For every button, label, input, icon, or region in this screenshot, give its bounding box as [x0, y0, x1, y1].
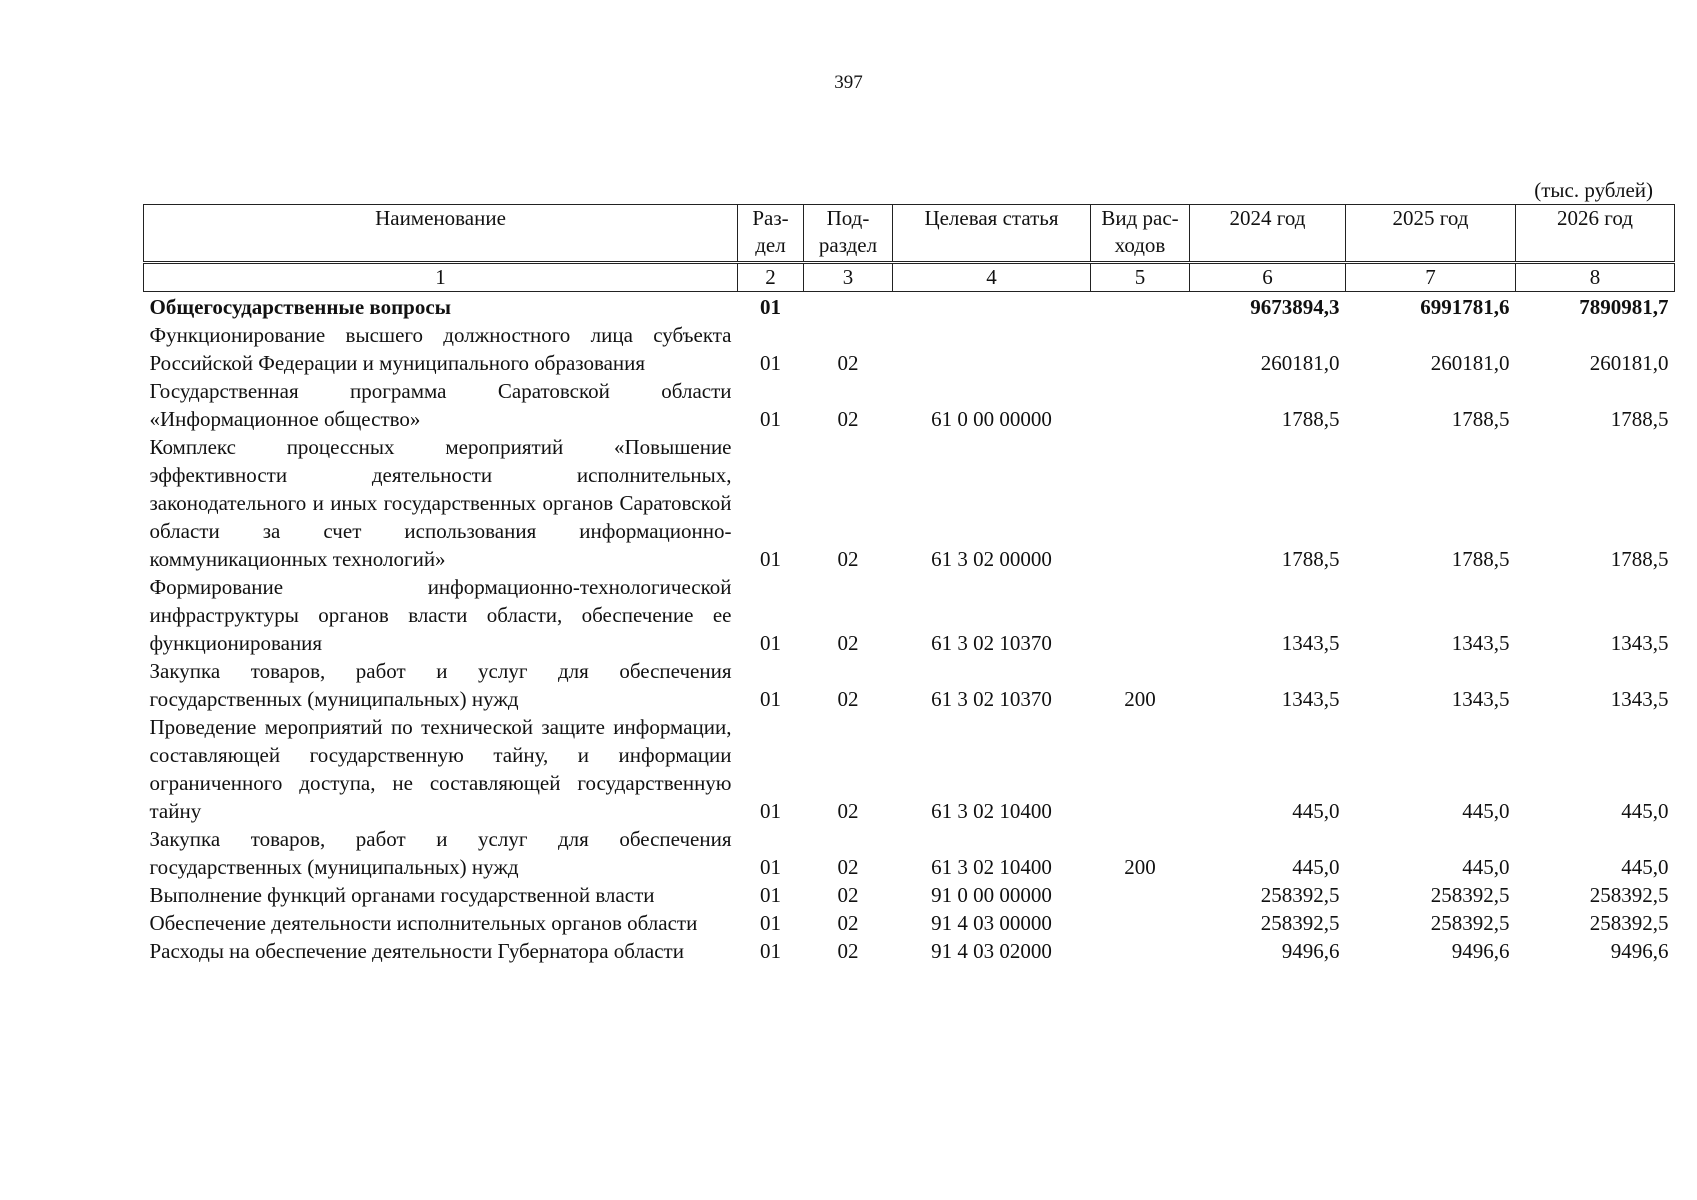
header-2024: 2024 год [1190, 205, 1346, 263]
row-value-2024: 260181,0 [1260, 351, 1340, 375]
row-value-2024: 1788,5 [1281, 407, 1340, 431]
row-celevaya: 61 3 02 10400 [931, 855, 1052, 879]
header-podrazdel: Под- раздел [804, 205, 893, 263]
column-numbers-row [144, 263, 1675, 292]
row-celevaya: 91 0 00 00000 [931, 883, 1052, 907]
row-razdel: 01 [760, 799, 781, 823]
row-razdel: 01 [760, 351, 781, 375]
column-number: 6 [1190, 263, 1346, 292]
header-2025: 2025 год [1346, 205, 1516, 263]
row-value-2024: 1343,5 [1281, 631, 1340, 655]
row-value-2026: 260181,0 [1589, 351, 1669, 375]
table-row [144, 825, 1675, 881]
row-value-2026: 7890981,7 [1579, 295, 1669, 319]
row-vid [1091, 433, 1190, 573]
row-vid [1091, 377, 1190, 433]
row-value-2026: 258392,5 [1589, 883, 1669, 907]
row-celevaya: 61 3 02 10370 [931, 687, 1052, 711]
row-podrazdel [804, 292, 893, 322]
row-razdel: 01 [760, 687, 781, 711]
row-podrazdel: 02 [837, 407, 859, 431]
row-value-2025: 445,0 [1462, 799, 1510, 823]
table-header-row [144, 205, 1675, 263]
table-row [144, 657, 1675, 713]
units-label: (тыс. рублей) [1534, 178, 1653, 202]
row-vid [1091, 713, 1190, 825]
header-razdel: Раз- дел [738, 205, 804, 263]
row-name: Комплекс процессных мероприятий «Повышение эффективности деятельности исполнительных, законодательного и иных государственных органов Саратовской области за счет использования информационно-коммуникационных технологий» [149, 435, 732, 571]
row-vid [1091, 909, 1190, 937]
row-podrazdel: 02 [837, 911, 859, 935]
row-value-2026: 1788,5 [1610, 547, 1669, 571]
column-number: 1 [144, 263, 738, 292]
row-vid: 200 [1124, 855, 1156, 879]
row-celevaya: 61 3 02 10400 [931, 799, 1052, 823]
row-value-2024: 258392,5 [1260, 883, 1340, 907]
row-value-2024: 445,0 [1292, 799, 1340, 823]
column-number: 4 [893, 263, 1091, 292]
row-name: Обеспечение деятельности исполнительных органов области [149, 911, 698, 935]
row-name: Выполнение функций органами государственной власти [149, 883, 655, 907]
row-name: Функционирование высшего должностного лица субъекта Российской Федерации и муниципального образования [149, 323, 732, 375]
row-celevaya [893, 292, 1091, 322]
table-row [144, 433, 1675, 573]
row-value-2026: 9496,6 [1610, 939, 1669, 963]
row-razdel: 01 [760, 295, 781, 319]
row-value-2026: 258392,5 [1589, 911, 1669, 935]
budget-table [143, 204, 1675, 965]
row-value-2025: 6991781,6 [1420, 295, 1510, 319]
table-row [144, 292, 1675, 322]
row-name: Государственная программа Саратовской области «Информационное общество» [149, 379, 732, 431]
row-podrazdel: 02 [837, 883, 859, 907]
row-value-2024: 9673894,3 [1250, 295, 1340, 319]
row-celevaya: 61 3 02 00000 [931, 547, 1052, 571]
row-celevaya: 61 0 00 00000 [931, 407, 1052, 431]
row-value-2024: 258392,5 [1260, 911, 1340, 935]
row-podrazdel: 02 [837, 351, 859, 375]
row-vid [1091, 937, 1190, 965]
row-name: Формирование информационно-технологической инфраструктуры органов власти области, обеспечение ее функционирования [149, 575, 732, 655]
column-number: 5 [1091, 263, 1190, 292]
header-vid: Вид рас- ходов [1091, 205, 1190, 263]
row-name: Закупка товаров, работ и услуг для обеспечения государственных (муниципальных) нужд [149, 659, 732, 711]
table-row [144, 713, 1675, 825]
header-2026: 2026 год [1516, 205, 1675, 263]
row-podrazdel: 02 [837, 547, 859, 571]
row-podrazdel: 02 [837, 855, 859, 879]
table-body [144, 292, 1675, 966]
row-celevaya: 61 3 02 10370 [931, 631, 1052, 655]
column-number: 3 [804, 263, 893, 292]
row-value-2024: 1788,5 [1281, 547, 1340, 571]
column-number: 8 [1516, 263, 1675, 292]
row-razdel: 01 [760, 855, 781, 879]
row-celevaya [893, 321, 1091, 377]
row-value-2026: 445,0 [1621, 799, 1669, 823]
row-celevaya: 91 4 03 00000 [931, 911, 1052, 935]
table-row [144, 573, 1675, 657]
row-value-2025: 258392,5 [1430, 911, 1510, 935]
row-vid: 200 [1124, 687, 1156, 711]
row-razdel: 01 [760, 547, 781, 571]
row-podrazdel: 02 [837, 939, 859, 963]
row-value-2024: 1343,5 [1281, 687, 1340, 711]
table-row [144, 377, 1675, 433]
row-podrazdel: 02 [837, 687, 859, 711]
table-row [144, 321, 1675, 377]
row-value-2026: 445,0 [1621, 855, 1669, 879]
row-value-2024: 9496,6 [1281, 939, 1340, 963]
row-razdel: 01 [760, 911, 781, 935]
row-value-2025: 1788,5 [1451, 547, 1510, 571]
row-value-2025: 1788,5 [1451, 407, 1510, 431]
column-number: 2 [738, 263, 804, 292]
row-name: Расходы на обеспечение деятельности Губернатора области [149, 939, 684, 963]
row-value-2025: 1343,5 [1451, 687, 1510, 711]
row-podrazdel: 02 [837, 799, 859, 823]
row-celevaya: 91 4 03 02000 [931, 939, 1052, 963]
row-vid [1091, 321, 1190, 377]
row-name: Общегосударственные вопросы [149, 295, 452, 319]
table-row [144, 937, 1675, 965]
row-value-2026: 1343,5 [1610, 687, 1669, 711]
row-value-2026: 1343,5 [1610, 631, 1669, 655]
header-celevaya: Целевая статья [893, 205, 1091, 263]
page-number: 397 [834, 72, 863, 93]
table-row [144, 909, 1675, 937]
row-razdel: 01 [760, 883, 781, 907]
table-row [144, 881, 1675, 909]
row-value-2025: 445,0 [1462, 855, 1510, 879]
row-vid [1091, 292, 1190, 322]
column-number: 7 [1346, 263, 1516, 292]
row-value-2025: 258392,5 [1430, 883, 1510, 907]
row-value-2024: 445,0 [1292, 855, 1340, 879]
row-vid [1091, 881, 1190, 909]
row-value-2026: 1788,5 [1610, 407, 1669, 431]
row-value-2025: 9496,6 [1451, 939, 1510, 963]
row-value-2025: 1343,5 [1451, 631, 1510, 655]
row-razdel: 01 [760, 939, 781, 963]
row-vid [1091, 573, 1190, 657]
row-razdel: 01 [760, 631, 781, 655]
row-name: Проведение мероприятий по технической защите информации, составляющей государственную тайну, и информации ограниченного доступа, не составляющей государственную тайну [149, 715, 732, 823]
row-podrazdel: 02 [837, 631, 859, 655]
row-value-2025: 260181,0 [1430, 351, 1510, 375]
header-name: Наименование [144, 205, 738, 263]
row-razdel: 01 [760, 407, 781, 431]
row-name: Закупка товаров, работ и услуг для обеспечения государственных (муниципальных) нужд [149, 827, 732, 879]
